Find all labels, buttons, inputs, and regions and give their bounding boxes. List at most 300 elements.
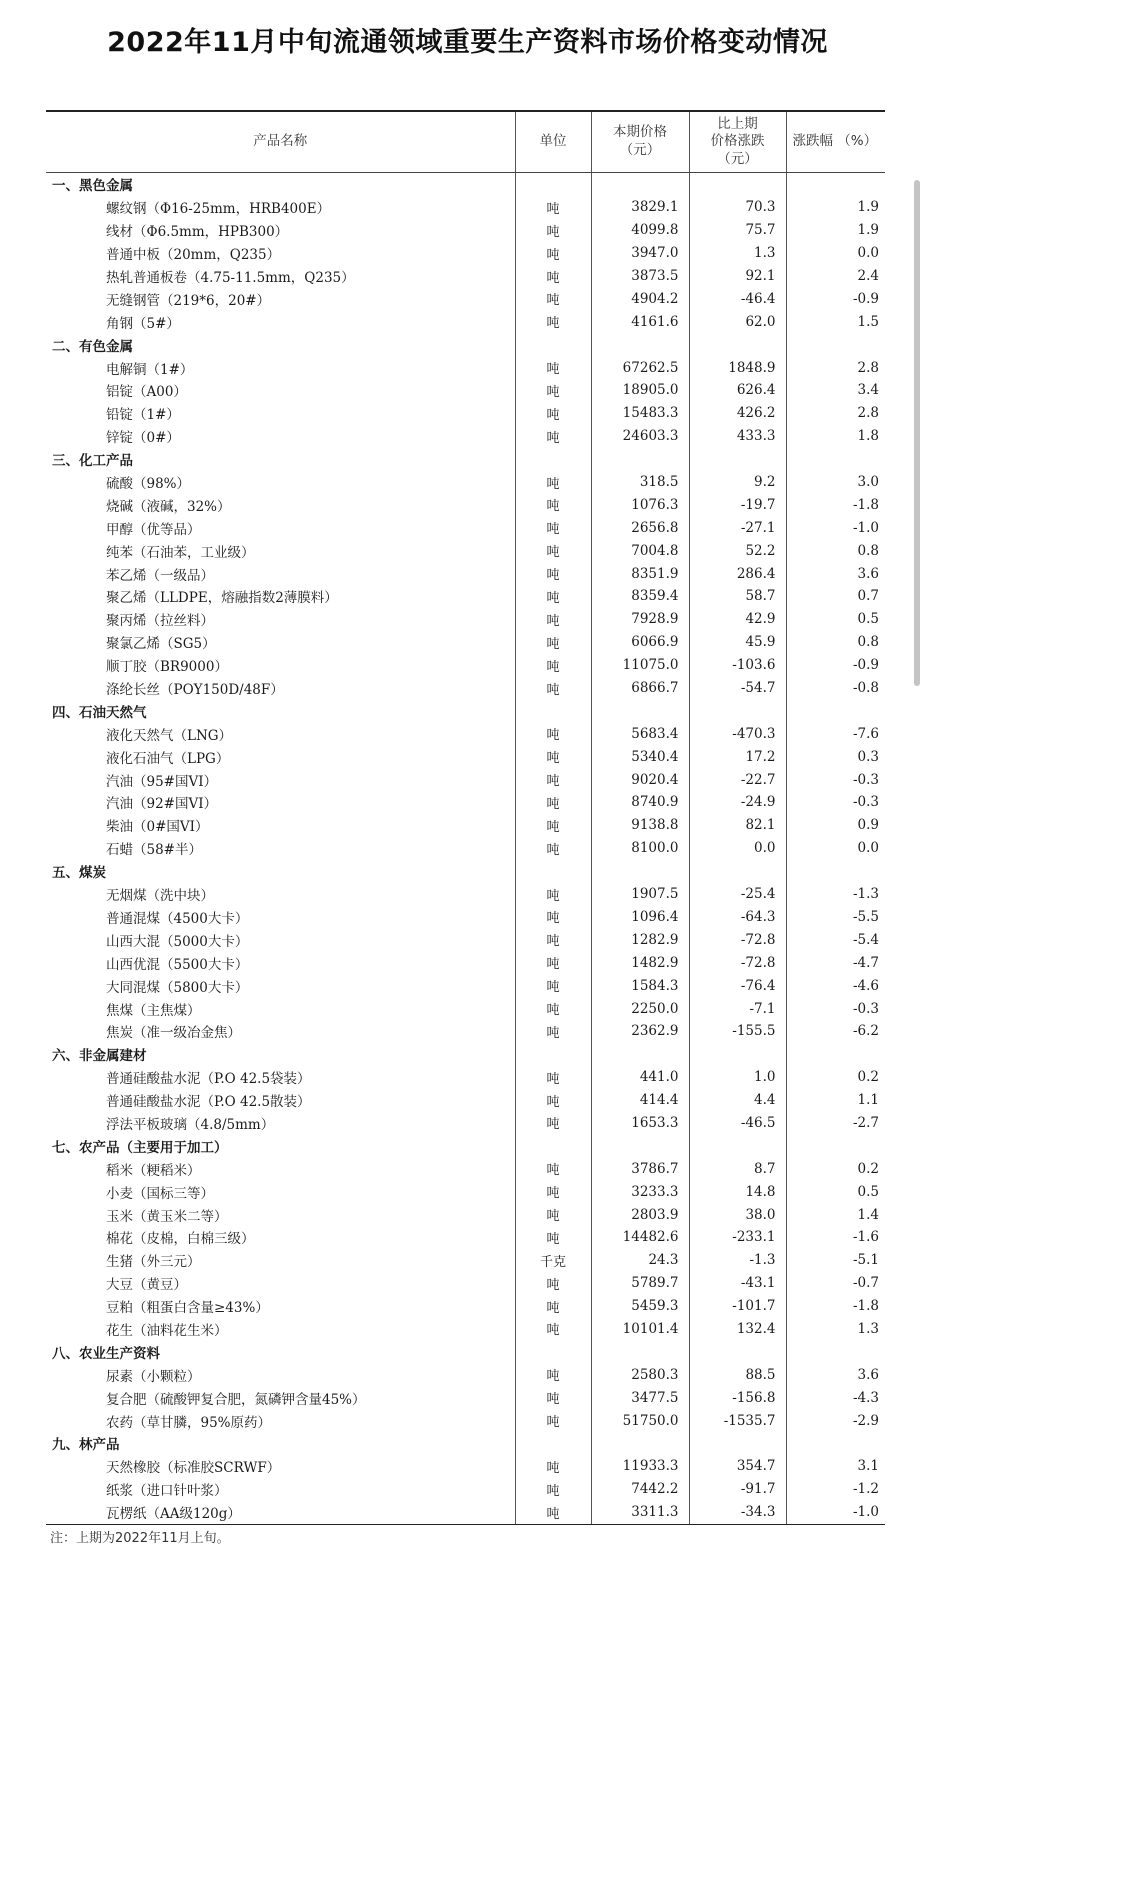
percent-cell: 2.8	[786, 356, 885, 379]
price-cell: 3477.5	[591, 1386, 689, 1409]
table-row	[46, 745, 885, 768]
category-row	[46, 1043, 885, 1066]
product-name-cell: 液化石油气（LPG）	[106, 750, 230, 767]
price-cell: 8351.9	[591, 562, 689, 585]
table-row	[46, 1249, 885, 1272]
change-cell: -1535.7	[689, 1409, 786, 1432]
unit-cell: 吨	[515, 1020, 591, 1043]
table-row	[46, 539, 885, 562]
change-cell: 45.9	[689, 631, 786, 654]
price-cell: 7442.2	[591, 1478, 689, 1501]
table-row	[46, 219, 885, 242]
percent-cell: 0.9	[786, 814, 885, 837]
change-cell: 286.4	[689, 562, 786, 585]
price-cell: 51750.0	[591, 1409, 689, 1432]
category-unit-cell	[515, 333, 591, 356]
category-unit-cell	[515, 860, 591, 883]
table-row	[46, 379, 885, 402]
change-cell: -43.1	[689, 1272, 786, 1295]
unit-cell: 千克	[515, 1249, 591, 1272]
table-row	[46, 425, 885, 448]
change-cell: 14.8	[689, 1180, 786, 1203]
product-name-cell: 大豆（黄豆）	[106, 1277, 187, 1294]
category-label: 三、化工产品	[52, 453, 133, 470]
product-name-cell: 豆粕（粗蛋白含量≥43%）	[106, 1300, 269, 1317]
change-cell: 62.0	[689, 310, 786, 333]
category-row	[46, 173, 885, 196]
price-cell: 2580.3	[591, 1363, 689, 1386]
product-name-cell: 生猪（外三元）	[106, 1254, 201, 1271]
price-cell: 3947.0	[591, 242, 689, 265]
footnote: 注：上期为2022年11月上旬。	[50, 1531, 230, 1546]
percent-cell: 0.2	[786, 1157, 885, 1180]
price-cell: 3873.5	[591, 265, 689, 288]
change-cell: -25.4	[689, 883, 786, 906]
product-name-cell: 复合肥（硫酸钾复合肥，氮磷钾含量45%）	[106, 1391, 366, 1408]
change-cell: 426.2	[689, 402, 786, 425]
table-row	[46, 196, 885, 219]
percent-cell: -0.8	[786, 677, 885, 700]
change-cell: -76.4	[689, 974, 786, 997]
price-cell: 2250.0	[591, 997, 689, 1020]
category-row	[46, 448, 885, 471]
unit-cell: 吨	[515, 516, 591, 539]
product-name-cell: 大同混煤（5800大卡）	[106, 979, 249, 996]
product-name-cell: 普通中板（20mm，Q235）	[106, 247, 281, 264]
product-name-cell: 山西优混（5500大卡）	[106, 956, 249, 973]
percent-cell: 1.5	[786, 310, 885, 333]
product-name-cell: 汽油（92#国VI）	[106, 796, 218, 813]
change-cell: -7.1	[689, 997, 786, 1020]
price-cell: 15483.3	[591, 402, 689, 425]
percent-cell: -0.7	[786, 1272, 885, 1295]
table-row	[46, 516, 885, 539]
category-pct-cell	[786, 1432, 885, 1455]
price-cell: 7928.9	[591, 608, 689, 631]
percent-cell: 0.0	[786, 242, 885, 265]
unit-cell: 吨	[515, 1089, 591, 1112]
product-name-cell: 纸浆（进口针叶浆）	[106, 1483, 228, 1500]
price-cell: 414.4	[591, 1089, 689, 1112]
product-name-cell: 顺丁胶（BR9000）	[106, 659, 228, 676]
price-cell: 3786.7	[591, 1157, 689, 1180]
product-name-cell: 热轧普通板卷（4.75-11.5mm，Q235）	[106, 270, 355, 286]
unit-cell: 吨	[515, 1363, 591, 1386]
unit-cell: 吨	[515, 837, 591, 860]
price-cell: 24603.3	[591, 425, 689, 448]
table-row	[46, 791, 885, 814]
product-name-cell: 山西大混（5000大卡）	[106, 933, 249, 950]
unit-cell: 吨	[515, 287, 591, 310]
percent-cell: 1.1	[786, 1089, 885, 1112]
category-row	[46, 1134, 885, 1157]
price-cell: 7004.8	[591, 539, 689, 562]
unit-cell: 吨	[515, 928, 591, 951]
table-header-row	[46, 111, 885, 173]
category-row	[46, 699, 885, 722]
percent-cell: -6.2	[786, 1020, 885, 1043]
unit-cell: 吨	[515, 677, 591, 700]
unit-cell: 吨	[515, 242, 591, 265]
percent-cell: 1.9	[786, 196, 885, 219]
category-label: 八、农业生产资料	[52, 1345, 160, 1362]
table-row	[46, 1272, 885, 1295]
change-cell: 58.7	[689, 585, 786, 608]
change-cell: 92.1	[689, 265, 786, 288]
product-name-cell: 无烟煤（洗中块）	[106, 888, 214, 905]
category-unit-cell	[515, 1043, 591, 1066]
price-cell: 441.0	[591, 1066, 689, 1089]
product-name-cell: 瓦楞纸（AA级120g）	[46, 1501, 515, 1524]
percent-cell: -1.2	[786, 1478, 885, 1501]
table-row	[46, 1386, 885, 1409]
category-price-cell	[591, 1134, 689, 1157]
price-cell: 3311.3	[591, 1501, 689, 1524]
product-name-cell: 普通硅酸盐水泥（P.O 42.5散装）	[106, 1094, 311, 1111]
percent-cell: -1.8	[786, 493, 885, 516]
product-name-cell: 螺纹钢（Φ16-25mm，HRB400E）	[106, 201, 331, 218]
change-cell: -470.3	[689, 722, 786, 745]
product-name-cell: 汽油（95#国VI）	[106, 773, 218, 790]
category-change-cell	[689, 699, 786, 722]
price-cell: 1653.3	[591, 1112, 689, 1135]
price-cell: 2362.9	[591, 1020, 689, 1043]
category-price-cell	[591, 1043, 689, 1066]
unit-cell: 吨	[515, 951, 591, 974]
product-name-cell: 聚丙烯（拉丝料）	[106, 613, 214, 630]
unit-cell: 吨	[515, 585, 591, 608]
table-row	[46, 310, 885, 333]
price-cell: 10101.4	[591, 1318, 689, 1341]
price-cell: 4161.6	[591, 310, 689, 333]
change-cell: -64.3	[689, 906, 786, 929]
table-row	[46, 265, 885, 288]
percent-cell: 3.6	[786, 1363, 885, 1386]
table-row	[46, 814, 885, 837]
table-row	[46, 997, 885, 1020]
product-name-cell: 液化天然气（LNG）	[106, 727, 233, 744]
product-name-cell: 甲醇（优等品）	[106, 521, 201, 538]
product-name-cell: 烧碱（液碱，32%）	[106, 498, 231, 515]
product-name-cell: 聚乙烯（LLDPE，熔融指数2薄膜料）	[106, 590, 338, 607]
change-cell: -72.8	[689, 928, 786, 951]
unit-cell: 吨	[515, 1066, 591, 1089]
price-cell: 18905.0	[591, 379, 689, 402]
product-name-cell: 小麦（国标三等）	[106, 1185, 214, 1202]
product-name-cell: 浮法平板玻璃（4.8/5mm）	[106, 1116, 275, 1133]
change-cell: -103.6	[689, 654, 786, 677]
change-cell: 9.2	[689, 471, 786, 494]
change-cell: -34.3	[689, 1501, 786, 1524]
table-row	[46, 951, 885, 974]
percent-cell: -2.7	[786, 1112, 885, 1135]
category-price-cell	[591, 1340, 689, 1363]
category-pct-cell	[786, 448, 885, 471]
unit-cell: 吨	[515, 974, 591, 997]
percent-cell: 0.5	[786, 1180, 885, 1203]
table-row	[46, 928, 885, 951]
category-change-cell	[689, 1432, 786, 1455]
category-row	[46, 860, 885, 883]
unit-cell: 吨	[515, 1272, 591, 1295]
percent-cell: -0.3	[786, 997, 885, 1020]
percent-cell: 0.8	[786, 539, 885, 562]
table-row	[46, 1180, 885, 1203]
product-name-cell: 花生（油料花生米）	[106, 1322, 228, 1339]
category-change-cell	[689, 333, 786, 356]
product-name-cell: 棉花（皮棉，白棉三级）	[106, 1231, 255, 1248]
category-label: 五、煤炭	[52, 865, 106, 882]
category-change-cell	[689, 1134, 786, 1157]
unit-cell: 吨	[515, 1478, 591, 1501]
header-unit: 单位	[515, 111, 591, 173]
change-cell: -1.3	[689, 1249, 786, 1272]
unit-cell: 吨	[515, 402, 591, 425]
percent-cell: 1.4	[786, 1203, 885, 1226]
vertical-scrollbar[interactable]	[914, 180, 920, 686]
change-cell: -156.8	[689, 1386, 786, 1409]
percent-cell: -5.1	[786, 1249, 885, 1272]
product-name-cell: 无缝钢管（219*6，20#）	[106, 292, 271, 309]
unit-cell: 吨	[515, 1455, 591, 1478]
header-price-change: 比上期 价格涨跌 （元）	[689, 111, 786, 173]
percent-cell: -0.9	[786, 654, 885, 677]
product-name-cell: 农药（草甘膦，95%原药）	[106, 1414, 272, 1431]
unit-cell: 吨	[515, 1203, 591, 1226]
unit-cell: 吨	[515, 379, 591, 402]
product-name-cell: 尿素（小颗粒）	[106, 1368, 201, 1385]
category-label: 二、有色金属	[52, 338, 133, 355]
table-row	[46, 1409, 885, 1432]
table-row	[46, 242, 885, 265]
category-label: 九、林产品	[52, 1437, 120, 1454]
percent-cell: -1.8	[786, 1295, 885, 1318]
table-row	[46, 1157, 885, 1180]
unit-cell: 吨	[515, 310, 591, 333]
unit-cell: 吨	[515, 425, 591, 448]
category-change-cell	[689, 448, 786, 471]
table-row	[46, 631, 885, 654]
category-change-cell	[689, 1043, 786, 1066]
price-cell: 4099.8	[591, 219, 689, 242]
table-row	[46, 356, 885, 379]
category-label: 一、黑色金属	[52, 178, 133, 195]
percent-cell: 3.4	[786, 379, 885, 402]
unit-cell: 吨	[515, 471, 591, 494]
category-pct-cell	[786, 699, 885, 722]
category-price-cell	[591, 860, 689, 883]
table-row	[46, 287, 885, 310]
unit-cell: 吨	[515, 265, 591, 288]
price-cell: 1907.5	[591, 883, 689, 906]
unit-cell: 吨	[515, 539, 591, 562]
unit-cell: 吨	[515, 791, 591, 814]
price-cell: 9138.8	[591, 814, 689, 837]
product-name-cell: 苯乙烯（一级品）	[106, 567, 214, 584]
category-change-cell	[689, 173, 786, 196]
category-unit-cell	[515, 448, 591, 471]
header-change-percent: 涨跌幅 （%）	[786, 111, 885, 173]
percent-cell: -7.6	[786, 722, 885, 745]
unit-cell: 吨	[515, 196, 591, 219]
product-name-cell: 电解铜（1#）	[106, 361, 194, 378]
product-name-cell: 聚氯乙烯（SG5）	[106, 636, 216, 653]
percent-cell: 3.6	[786, 562, 885, 585]
unit-cell: 吨	[515, 1226, 591, 1249]
table-row	[46, 883, 885, 906]
table-row	[46, 608, 885, 631]
product-name-cell: 天然橡胶（标准胶SCRWF）	[106, 1460, 281, 1477]
change-cell: 8.7	[689, 1157, 786, 1180]
change-cell: 17.2	[689, 745, 786, 768]
table-row	[46, 471, 885, 494]
category-label: 六、非金属建材	[52, 1048, 147, 1065]
percent-cell: 2.4	[786, 265, 885, 288]
percent-cell: 0.5	[786, 608, 885, 631]
percent-cell: 0.0	[786, 837, 885, 860]
table-row	[46, 1112, 885, 1135]
price-cell: 2803.9	[591, 1203, 689, 1226]
category-pct-cell	[786, 333, 885, 356]
product-name-cell: 玉米（黄玉米二等）	[106, 1208, 228, 1225]
product-name-cell: 焦炭（准一级冶金焦）	[106, 1025, 241, 1042]
price-table-container	[46, 110, 885, 1525]
change-cell: -22.7	[689, 768, 786, 791]
change-cell: 0.0	[689, 837, 786, 860]
change-cell: 88.5	[689, 1363, 786, 1386]
product-name-cell: 纯苯（石油苯，工业级）	[106, 544, 255, 561]
percent-cell: -1.0	[786, 516, 885, 539]
unit-cell: 吨	[515, 745, 591, 768]
percent-cell: 0.2	[786, 1066, 885, 1089]
change-cell: 4.4	[689, 1089, 786, 1112]
table-row	[46, 722, 885, 745]
price-cell: 24.3	[591, 1249, 689, 1272]
change-cell: 70.3	[689, 196, 786, 219]
unit-cell: 吨	[515, 1386, 591, 1409]
table-row	[46, 974, 885, 997]
percent-cell: -4.7	[786, 951, 885, 974]
category-label: 四、石油天然气	[52, 704, 147, 721]
product-name-cell: 角钢（5#）	[106, 315, 180, 332]
page-title: 2022年11月中旬流通领域重要生产资料市场价格变动情况	[107, 27, 828, 58]
product-name-cell: 普通硅酸盐水泥（P.O 42.5袋装）	[106, 1071, 311, 1088]
percent-cell: 3.1	[786, 1455, 885, 1478]
percent-cell: 3.0	[786, 471, 885, 494]
table-row	[46, 562, 885, 585]
price-cell: 9020.4	[591, 768, 689, 791]
unit-cell: 吨	[515, 1112, 591, 1135]
product-name-cell: 铝锭（A00）	[106, 384, 187, 401]
category-pct-cell	[786, 1043, 885, 1066]
unit-cell: 吨	[515, 562, 591, 585]
price-cell: 4904.2	[591, 287, 689, 310]
change-cell: -54.7	[689, 677, 786, 700]
change-cell: -27.1	[689, 516, 786, 539]
percent-cell: -0.3	[786, 791, 885, 814]
change-cell: 52.2	[689, 539, 786, 562]
category-row	[46, 1432, 885, 1455]
percent-cell: -5.4	[786, 928, 885, 951]
category-unit-cell	[515, 1134, 591, 1157]
price-cell: 1584.3	[591, 974, 689, 997]
price-cell: 318.5	[591, 471, 689, 494]
table-row	[46, 1318, 885, 1341]
price-cell: 3829.1	[591, 196, 689, 219]
percent-cell: 1.8	[786, 425, 885, 448]
table-row	[46, 654, 885, 677]
table-row	[46, 493, 885, 516]
unit-cell: 吨	[515, 1295, 591, 1318]
unit-cell: 吨	[515, 997, 591, 1020]
category-price-cell	[591, 333, 689, 356]
price-cell: 8740.9	[591, 791, 689, 814]
table-row	[46, 1501, 885, 1524]
product-name-cell: 柴油（0#国VI）	[106, 819, 209, 836]
product-name-cell: 锌锭（0#）	[106, 430, 180, 447]
percent-cell: 0.8	[786, 631, 885, 654]
price-cell: 8359.4	[591, 585, 689, 608]
category-pct-cell	[786, 173, 885, 196]
percent-cell: 1.3	[786, 1318, 885, 1341]
price-table	[46, 110, 885, 1525]
change-cell: 1.3	[689, 242, 786, 265]
change-cell: 1848.9	[689, 356, 786, 379]
price-cell: 8100.0	[591, 837, 689, 860]
table-row	[46, 1203, 885, 1226]
price-cell: 1076.3	[591, 493, 689, 516]
table-row	[46, 1066, 885, 1089]
percent-cell: -4.6	[786, 974, 885, 997]
percent-cell: 2.8	[786, 402, 885, 425]
unit-cell: 吨	[515, 654, 591, 677]
change-cell: -233.1	[689, 1226, 786, 1249]
unit-cell: 吨	[515, 1180, 591, 1203]
table-row	[46, 1455, 885, 1478]
percent-cell: 0.7	[786, 585, 885, 608]
change-cell: 75.7	[689, 219, 786, 242]
price-cell: 2656.8	[591, 516, 689, 539]
category-row	[46, 333, 885, 356]
table-row	[46, 1020, 885, 1043]
change-cell: -101.7	[689, 1295, 786, 1318]
product-name-cell: 稻米（粳稻米）	[106, 1162, 201, 1179]
price-cell: 5340.4	[591, 745, 689, 768]
change-cell: 433.3	[689, 425, 786, 448]
change-cell: 38.0	[689, 1203, 786, 1226]
product-name-cell: 普通混煤（4500大卡）	[106, 910, 249, 927]
unit-cell: 吨	[515, 219, 591, 242]
table-row	[46, 768, 885, 791]
price-cell: 6866.7	[591, 677, 689, 700]
unit-cell: 吨	[515, 722, 591, 745]
price-cell: 1096.4	[591, 906, 689, 929]
change-cell: 132.4	[689, 1318, 786, 1341]
change-cell: -24.9	[689, 791, 786, 814]
category-price-cell	[591, 1432, 689, 1455]
price-cell: 3233.3	[591, 1180, 689, 1203]
change-cell: 626.4	[689, 379, 786, 402]
change-cell: 354.7	[689, 1455, 786, 1478]
table-row	[46, 1363, 885, 1386]
unit-cell: 吨	[515, 883, 591, 906]
category-row	[46, 1340, 885, 1363]
category-unit-cell	[515, 699, 591, 722]
price-cell: 5683.4	[591, 722, 689, 745]
product-name-cell: 涤纶长丝（POY150D/48F）	[106, 682, 284, 699]
category-unit-cell	[515, 173, 591, 196]
product-name-cell: 焦煤（主焦煤）	[106, 1002, 201, 1019]
